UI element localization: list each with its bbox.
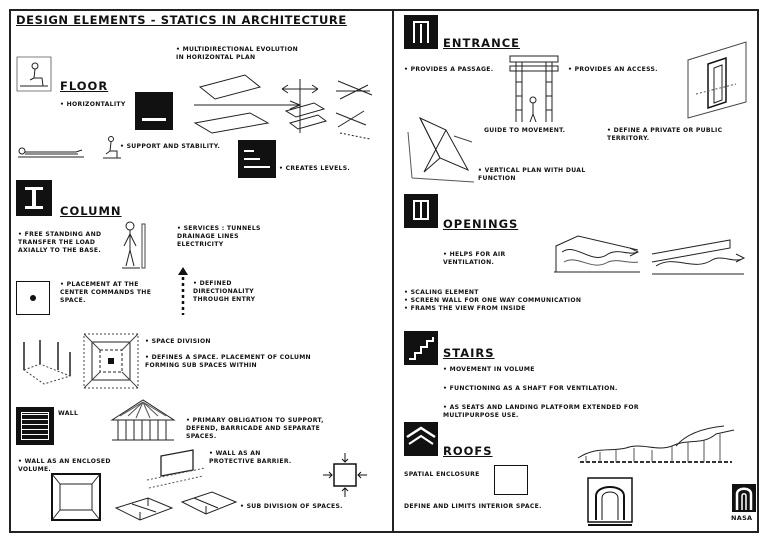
floor-horizontality-text: • HORIZONTALITY <box>60 101 126 108</box>
stairs-shaft-text: • FUNCTIONING AS A SHAFT FOR VENTILATION. <box>443 385 618 392</box>
directional-arrow-sketch <box>176 265 190 317</box>
wall-primary-text: • PRIMARY OBLIGATION TO SUPPORT, DEFEND, BARRICADE AND SEPARATE SPACES. <box>186 417 324 440</box>
roofscape-sketch <box>576 422 736 468</box>
standing-figure-column-sketch <box>118 220 148 272</box>
center-divider <box>392 10 394 532</box>
wall-enclosed-text: • WALL AS AN ENCLOSED VOLUME. <box>18 458 111 473</box>
wall-brick-icon <box>16 407 54 445</box>
roof-icon <box>404 422 438 456</box>
roofs-heading: ROOFS <box>443 444 493 458</box>
openings-air-text: • HELPS FOR AIR VENTILATION. <box>443 251 506 266</box>
stairs-heading: STAIRS <box>443 346 495 360</box>
column-services-text: • SERVICES : TUNNELS DRAINAGE LINES ELECTRICITY <box>177 225 261 248</box>
entrance-icon <box>404 15 438 49</box>
levels-icon <box>238 140 276 178</box>
round-hut-sketch <box>108 398 178 444</box>
floor-levels-text: • CREATES LEVELS. <box>279 165 351 172</box>
seated-figure-sketch <box>16 56 52 92</box>
sitting-figure-sketch <box>102 136 122 160</box>
wall-barrier-text: • WALL AS AN PROTECTIVE BARRIER. <box>209 450 292 465</box>
spatial-enclosure-box <box>494 465 528 495</box>
column-center-icon <box>16 281 50 315</box>
entrance-territory-text: • DEFINE A PRIVATE OR PUBLIC TERRITORY. <box>607 127 723 142</box>
openings-heading: OPENINGS <box>443 217 519 231</box>
wall-subdivision-text: • SUB DIVISION OF SPACES. <box>240 503 343 510</box>
column-subspace-plan-sketch <box>82 332 140 390</box>
column-space-division-text: • SPACE DIVISION <box>145 338 211 345</box>
column-directionality-text: • DEFINED DIRECTIONALITY THROUGH ENTRY <box>193 280 256 303</box>
ventilation-section-sketch-2 <box>650 236 746 276</box>
entrance-guide-text: GUIDE TO MOVEMENT. <box>484 127 566 134</box>
gateway-sketch <box>506 52 562 124</box>
entrance-passage-text: • PROVIDES A PASSAGE. <box>404 66 494 73</box>
column-icon <box>16 180 52 216</box>
door-frame-sketch <box>686 40 748 120</box>
nasa-logo-mark <box>732 484 756 512</box>
openings-list-text: • SCALING ELEMENT • SCREEN WALL FOR ONE WAY COMMUNICATION • FRAMS THE VIEW FROM INSIDE <box>404 289 582 312</box>
stairs-movement-text: • MOVEMENT IN VOLUME <box>443 366 535 373</box>
floor-support-text: • SUPPORT AND STABILITY. <box>120 143 221 150</box>
column-heading: COLUMN <box>60 204 122 218</box>
nasa-logo-text: NASA <box>731 514 753 522</box>
column-perspective-sketch <box>14 336 78 388</box>
ventilation-section-sketch-1 <box>552 232 642 274</box>
stairs-icon <box>404 331 438 365</box>
floor-planes-sketch <box>190 65 380 145</box>
column-defines-space-text: • DEFINES A SPACE. PLACEMENT OF COLUMN FORMING SUB SPACES WITHIN <box>145 354 311 369</box>
stairs-seats-text: • AS SEATS AND LANDING PLATFORM EXTENDED FOR MULTIPURPOSE USE. <box>443 404 639 419</box>
protected-square-sketch <box>322 452 368 498</box>
lying-figure-sketch <box>16 145 86 159</box>
roofs-define-text: DEFINE AND LIMITS INTERIOR SPACE. <box>404 503 542 510</box>
wall-subdivision-sketch <box>112 482 240 528</box>
roofs-spatial-text: SPATIAL ENCLOSURE <box>404 471 480 478</box>
floor-heading: FLOOR <box>60 79 109 93</box>
entrance-vertical-plan-text: • VERTICAL PLAN WITH DUAL FUNCTION <box>478 167 586 182</box>
enclosed-volume-box-sketch <box>50 472 102 522</box>
movement-guide-sketch <box>406 112 476 184</box>
column-free-standing-text: • FREE STANDING AND TRANSFER THE LOAD AXIALLY TO THE BASE. <box>18 231 102 254</box>
poster-title: DESIGN ELEMENTS - STATICS IN ARCHITECTURE <box>16 13 347 27</box>
arched-enclosure-sketch <box>586 476 634 526</box>
horizontality-icon <box>135 92 173 130</box>
column-placement-text: • PLACEMENT AT THE CENTER COMMANDS THE SPACE. <box>60 281 152 304</box>
entrance-access-text: • PROVIDES AN ACCESS. <box>568 66 658 73</box>
wall-label: WALL <box>58 410 79 417</box>
openings-icon <box>404 194 438 228</box>
entrance-heading: ENTRANCE <box>443 36 520 50</box>
floor-multidirectional-text: • MULTIDIRECTIONAL EVOLUTION IN HORIZONTAL PLAN <box>176 46 299 61</box>
